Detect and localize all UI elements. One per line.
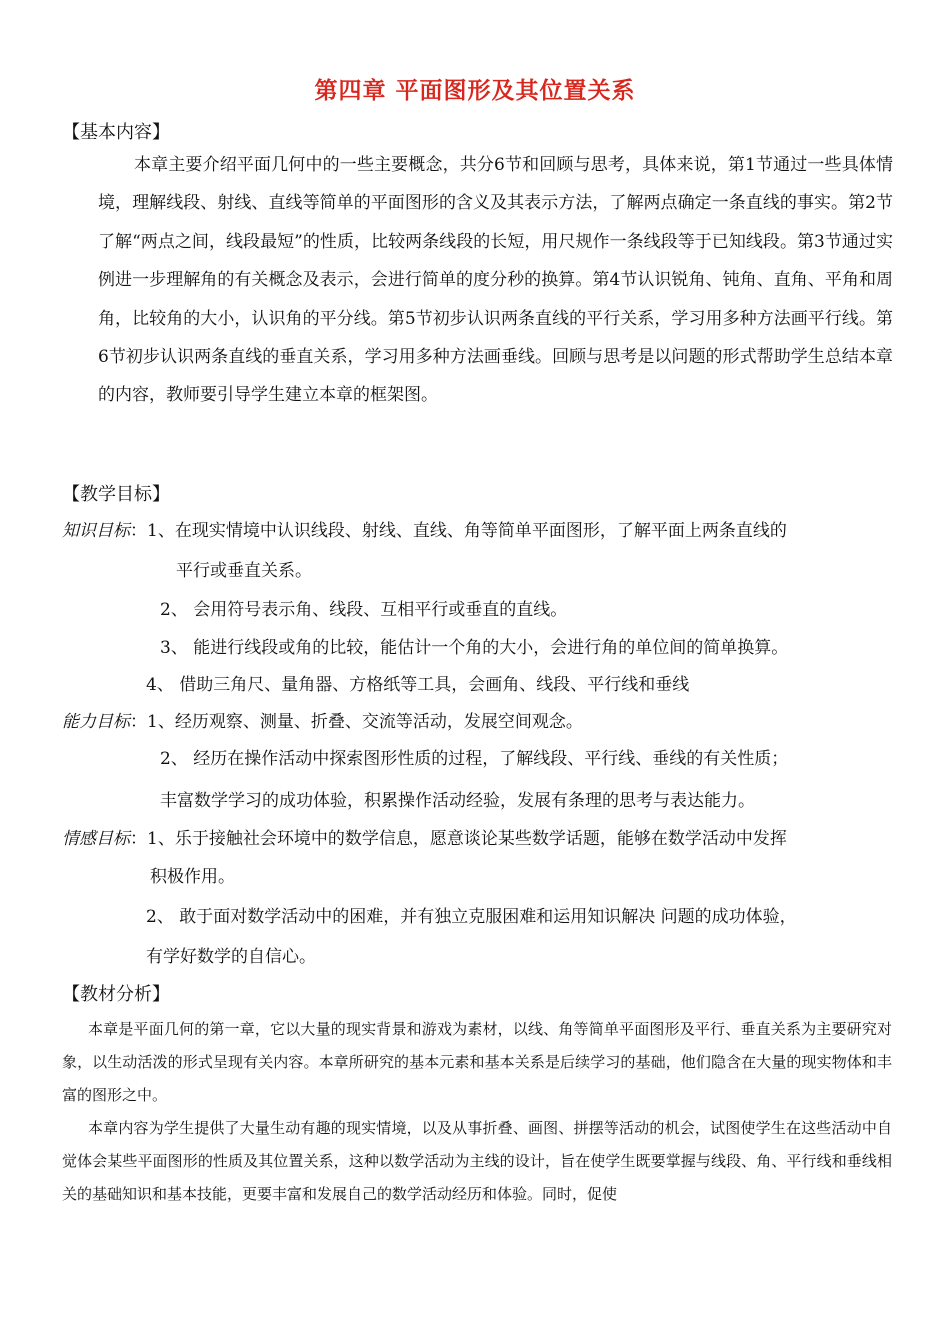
section-heading-teaching-goals: 【教学目标】 (62, 484, 170, 505)
ability-goal-item-2: 2、 经历在操作活动中探索图形性质的过程，了解线段、平行线、垂线的有关性质； (160, 749, 789, 769)
section-heading-material-analysis: 【教材分析】 (62, 984, 170, 1005)
material-analysis-block (62, 1013, 892, 1211)
knowledge-goal-item-1-cont: 平行或垂直关系。 (176, 561, 312, 581)
basic-content-text: 本章主要介绍平面几何中的一些主要概念，共分6节和回顾与思考，具体来说，第1节通过一些具体情境，理解线段、射线、直线等简单的平面图形的含义及其表示方法，了解两点确定一条直线的事实。第2节了解“两点之间，线段最短”的性质，比较两条线段的长短，用尺规作一条线段等于已知线段。第3节通过实例进一步理解角的有关概念及表示，会进行简单的度分秒的换算。第4节认识锐角、钝角、直角、平角和周角，比较角的大小，认识角的平分线。第5节初步认识两条直线的平行关系，学习用多种方法画平行线。第6节初步认识两条直线的垂直关系，学习用多种方法画垂线。回顾与思考是以问题的形式帮助学生总结本章的内容，教师要引导学生建立本章的框架图。 (98, 155, 893, 406)
emotion-goal-item-2-cont: 有学好数学的自信心。 (146, 947, 316, 967)
ability-goal-item-1: ：1、经历观察、测量、折叠、交流等活动，发展空间观念。 (130, 712, 583, 732)
basic-content-paragraph (98, 146, 893, 415)
ability-goal-item-2-cont: 丰富数学学习的成功体验，积累操作活动经验，发展有条理的思考与表达能力。 (160, 791, 755, 811)
knowledge-goal-item-2: 2、 会用符号表示角、线段、互相平行或垂直的直线。 (160, 600, 568, 620)
emotion-goal-item-2: 2、 敢于面对数学活动中的困难，并有独立克服困难和运用知识解决 问题的成功体验， (146, 907, 797, 927)
emotion-goal-line-1 (62, 824, 787, 849)
material-analysis-paragraph-1: 本章是平面几何的第一章，它以大量的现实背景和游戏为素材，以线、角等简单平面图形及平行、垂直关系为主要研究对象，以生动活泼的形式呈现有关内容。本章所研究的基本元素和基本关系是后续学习的基础，他们隐含在大量的现实物体和丰富的图形之中。 (62, 1020, 892, 1104)
emotion-goal-item-1-cont: 积极作用。 (150, 867, 235, 887)
knowledge-goal-item-1: ：1、在现实情境中认识线段、射线、直线、角等简单平面图形，了解平面上两条直线的 (130, 521, 787, 541)
knowledge-goal-item-4: 4、 借助三角尺、量角器、方格纸等工具，会画角、线段、平行线和垂线 (146, 675, 690, 695)
emotion-goal-label: 情感目标 (62, 829, 130, 849)
emotion-goal-item-1: ：1、乐于接触社会环境中的数学信息，愿意谈论某些数学话题，能够在数学活动中发挥 (130, 829, 787, 849)
material-analysis-paragraph-2: 本章内容为学生提供了大量生动有趣的现实情境，以及从事折叠、画图、拼摆等活动的机会，试图使学生在这些活动中自觉体会某些平面图形的性质及其位置关系，这种以数学活动为主线的设计，旨在使学生既要掌握与线段、角、平行线和垂线相关的基础知识和基本技能，更要丰富和发展自己的数学活动经历和体验。同时，促使 (62, 1119, 892, 1203)
knowledge-goal-item-3: 3、 能进行线段或角的比较，能估计一个角的大小，会进行角的单位间的简单换算。 (160, 638, 789, 658)
ability-goal-line-1 (62, 707, 583, 732)
knowledge-goal-line-1 (62, 516, 787, 541)
page-title: 第四章 平面图形及其位置关系 (314, 78, 636, 104)
section-heading-basic-content: 【基本内容】 (62, 122, 170, 143)
ability-goal-label: 能力目标 (62, 712, 130, 732)
knowledge-goal-label: 知识目标 (62, 521, 130, 541)
